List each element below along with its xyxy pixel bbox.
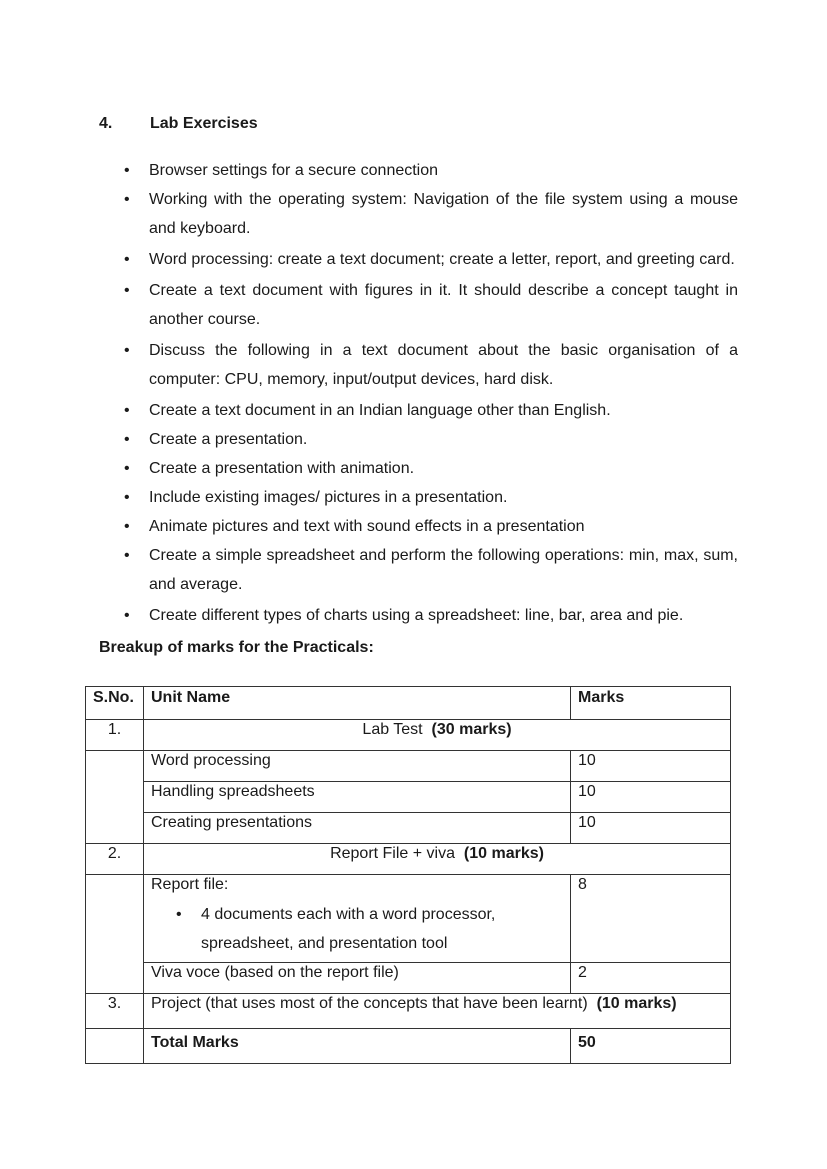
table-row [86,963,731,994]
report-title: Report File + viva [330,845,455,862]
marks-cell: 10 [571,782,731,813]
project-marks-note: (10 marks) [596,995,677,1012]
list-item: • Working with the operating system: Navigation of the file system using a mouse and keyboard. [124,185,738,243]
unit-cell: Creating presentations [144,813,571,844]
report-file-label: Report file: [151,876,229,893]
report-file-list [151,900,563,958]
list-item: • Create a presentation. [124,425,738,454]
table-row [86,844,731,875]
project-title: Project (that uses most of the concepts that have been learnt) [151,995,588,1012]
sno-cell: 1. [86,720,144,751]
report-marks-note: (10 marks) [463,845,544,862]
marks-cell: 8 [571,875,731,963]
list-item: • Word processing: create a text document; create a letter, report, and greeting card. [124,245,738,274]
list-item: • Create a text document in an Indian language other than English. [124,396,738,425]
table-row [86,751,731,782]
total-marks: 50 [571,1029,731,1064]
list-item: • Include existing images/ pictures in a presentation. [124,483,738,512]
header-unit-name: Unit Name [144,687,571,720]
marks-cell: 10 [571,751,731,782]
list-item: • Create a presentation with animation. [124,454,738,483]
report-heading [144,844,731,875]
total-label: Total Marks [144,1029,571,1064]
table-header-row [86,687,731,720]
list-item: • Create a simple spreadsheet and perform the following operations: min, max, sum, and average. [124,541,738,599]
empty-cell [86,1029,144,1064]
marks-cell: 10 [571,813,731,844]
empty-cell [86,751,144,844]
marks-cell: 2 [571,963,731,994]
lab-test-heading [144,720,731,751]
table-row [86,720,731,751]
unit-cell: Viva voce (based on the report file) [144,963,571,994]
marks-table [85,686,731,1064]
list-item: • Create a text document with figures in it. It should describe a concept taught in another course. [124,276,738,334]
total-row [86,1029,731,1064]
lab-test-marks-note: (30 marks) [431,721,512,738]
section-title: Lab Exercises [150,115,258,132]
list-item: • 4 documents each with a word processor, spreadsheet, and presentation tool [176,900,563,958]
sno-cell: 3. [86,994,144,1029]
section-heading [99,115,258,133]
sno-cell: 2. [86,844,144,875]
table-row [86,813,731,844]
table-row [86,875,731,963]
list-item: • Discuss the following in a text document about the basic organisation of a computer: CPU, memory, input/output devices, hard disk. [124,336,738,394]
lab-exercises-list [124,156,738,630]
empty-cell [86,875,144,994]
section-number: 4. [99,115,113,132]
list-item: • Create different types of charts using a spreadsheet: line, bar, area and pie. [124,601,738,630]
unit-cell: Word processing [144,751,571,782]
header-sno: S.No. [86,687,144,720]
header-marks: Marks [571,687,731,720]
unit-cell: Handling spreadsheets [144,782,571,813]
project-cell [144,994,731,1029]
report-file-cell [144,875,571,963]
table-row [86,782,731,813]
lab-test-title: Lab Test [362,721,423,738]
list-item: • Browser settings for a secure connection [124,156,738,185]
breakup-title: Breakup of marks for the Practicals: [99,639,374,656]
list-item: • Animate pictures and text with sound effects in a presentation [124,512,738,541]
table-row [86,994,731,1029]
